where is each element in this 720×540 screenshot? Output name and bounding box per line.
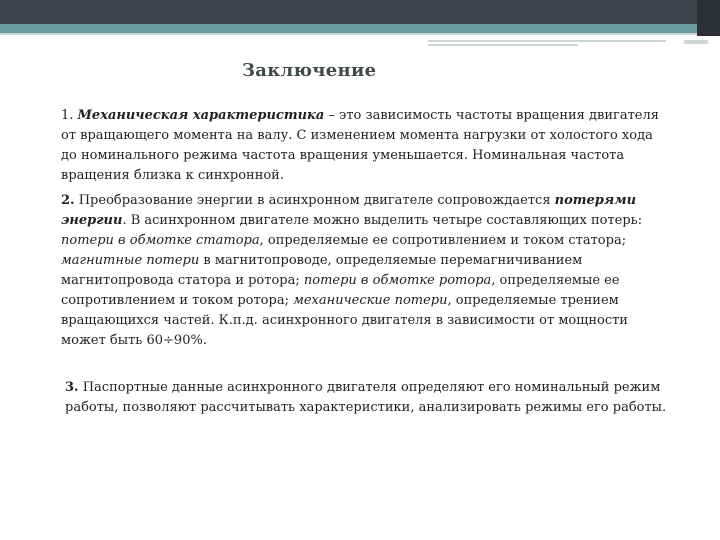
paragraph-number: 2. (61, 193, 75, 208)
paragraph-number: 1. (61, 108, 74, 123)
header-light-band (0, 33, 720, 35)
decorative-rule (428, 40, 666, 42)
header-teal-band (0, 24, 720, 33)
paragraph-text: , определяемые ее сопротивлением и током статора; (259, 233, 627, 248)
header-dark-band (0, 0, 720, 24)
paragraph-text: Преобразование энергии в асинхронном двигателе сопровождается (74, 193, 555, 208)
paragraph-number: 3. (65, 380, 79, 395)
term-mechanical-characteristic: Механическая характеристика (77, 108, 325, 123)
term-energy-losses: потерями энергии (61, 193, 637, 228)
paragraph-2 (61, 191, 659, 351)
paragraph-text: . В асинхронном двигателе можно выделить четыре составляющих потерь: (122, 213, 643, 228)
paragraph-text: – это зависимость частоты вращения двигателя от вращающего момента на валу. С изменением момента нагрузки от холостого хода до номинального режима частота вращения уменьшается. Номинальная частота вращения близка к синхронной. (61, 108, 659, 183)
paragraph-text: , определяемые ее сопротивлением и током ротора; (61, 273, 620, 308)
paragraph-3 (65, 378, 675, 418)
paragraph-text: , определяемые трением вращающихся частей. К.п.д. асинхронного двигателя в зависимости от мощности может быть 60÷90%. (61, 293, 628, 348)
term-magnetic-losses: магнитные потери (61, 253, 200, 268)
paragraph-text: в магнитопроводе, определяемые перемагничиванием магнитопровода статора и ротора; (61, 253, 583, 288)
decorative-rule (684, 40, 708, 44)
term-stator-losses: потери в обмотке статора (61, 233, 260, 248)
decorative-rule (428, 44, 578, 46)
term-rotor-losses: потери в обмотке ротора (303, 273, 492, 288)
slide-body (61, 106, 659, 351)
term-mechanical-losses: механические потери (293, 293, 448, 308)
paragraph-text: Паспортные данные асинхронного двигателя определяют его номинальный режим работы, позволяют рассчитывать характеристики, анализировать режимы его работы. (65, 380, 667, 415)
slide-title: Заключение (242, 60, 377, 81)
header-corner-block (697, 0, 720, 36)
paragraph-1 (61, 106, 659, 186)
